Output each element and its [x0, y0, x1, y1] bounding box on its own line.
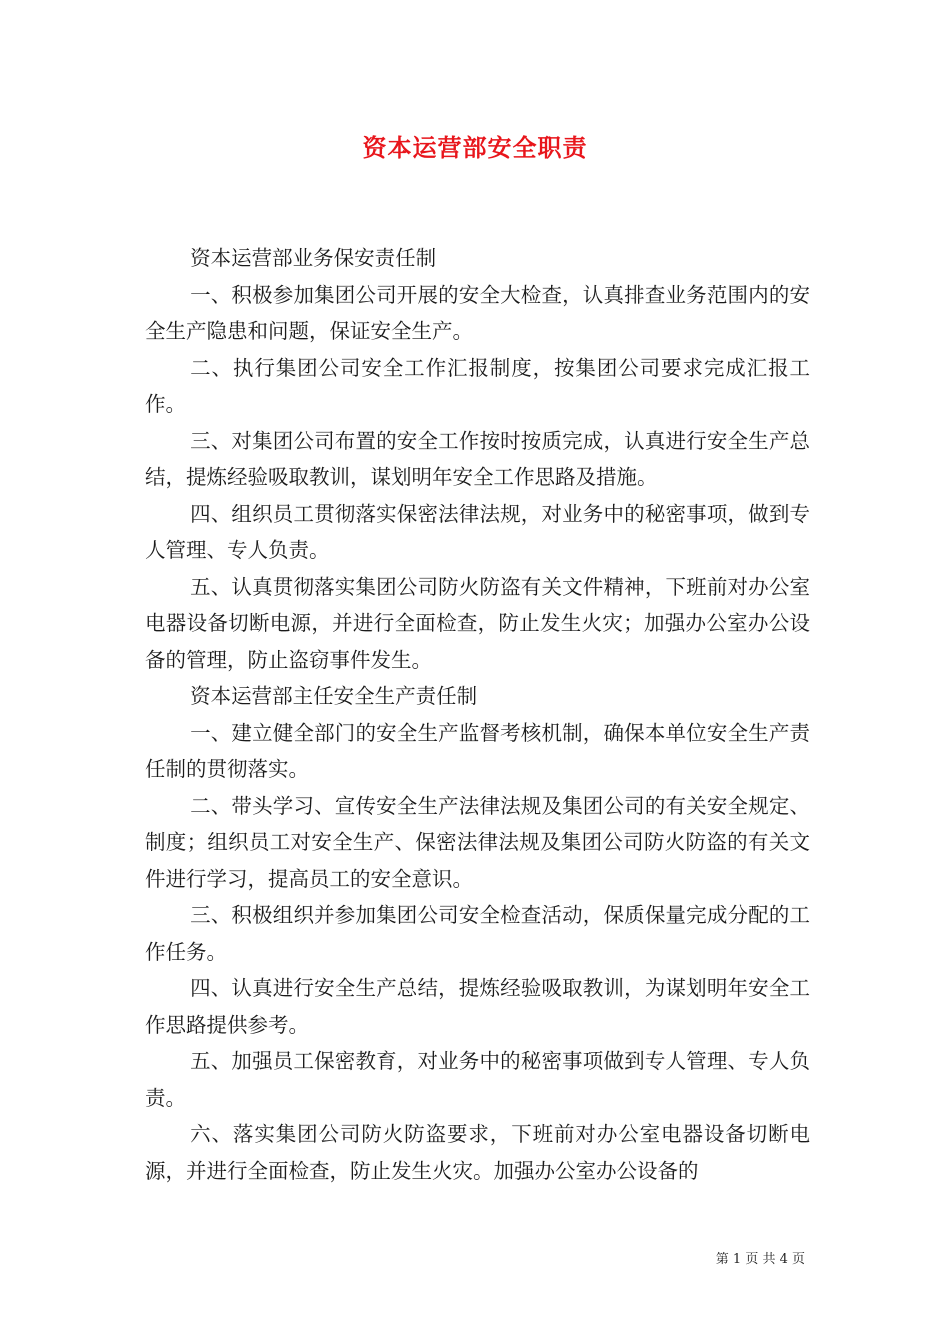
paragraph: 四、认真进行安全生产总结，提炼经验吸取教训，为谋划明年安全工作思路提供参考。 — [145, 976, 810, 1037]
document-body — [145, 240, 810, 1189]
paragraph: 一、建立健全部门的安全生产监督考核机制，确保本单位安全生产责任制的贯彻落实。 — [145, 720, 810, 781]
paragraph: 四、组织员工贯彻落实保密法律法规，对业务中的秘密事项，做到专人管理、专人负责。 — [145, 501, 810, 562]
section-heading-2: 资本运营部主任安全生产责任制 — [190, 684, 478, 708]
paragraph: 二、带头学习、宣传安全生产法律法规及集团公司的有关安全规定、制度；组织员工对安全生产、保密法律法规及集团公司防火防盗的有关文件进行学习，提高员工的安全意识。 — [145, 793, 810, 891]
paragraph: 五、加强员工保密教育，对业务中的秘密事项做到专人管理、专人负责。 — [145, 1049, 810, 1110]
paragraph: 三、积极组织并参加集团公司安全检查活动，保质保量完成分配的工作任务。 — [145, 903, 810, 964]
paragraph: 三、对集团公司布置的安全工作按时按质完成，认真进行安全生产总结，提炼经验吸取教训，谋划明年安全工作思路及措施。 — [145, 428, 810, 489]
section-heading-1: 资本运营部业务保安责任制 — [190, 246, 437, 270]
paragraph: 五、认真贯彻落实集团公司防火防盗有关文件精神，下班前对办公室电器设备切断电源，并进行全面检查，防止发生火灾；加强办公室办公设备的管理，防止盗窃事件发生。 — [145, 574, 810, 672]
paragraph: 二、执行集团公司安全工作汇报制度，按集团公司要求完成汇报工作。 — [145, 355, 810, 416]
page-number-footer: 第 1 页 共 4 页 — [715, 1252, 805, 1267]
paragraph: 六、落实集团公司防火防盗要求，下班前对办公室电器设备切断电源，并进行全面检查，防止发生火灾。加强办公室办公设备的 — [145, 1122, 810, 1183]
document-title: 资本运营部安全职责 — [362, 133, 588, 162]
paragraph: 一、积极参加集团公司开展的安全大检查，认真排查业务范围内的安全生产隐患和问题，保证安全生产。 — [145, 282, 810, 343]
